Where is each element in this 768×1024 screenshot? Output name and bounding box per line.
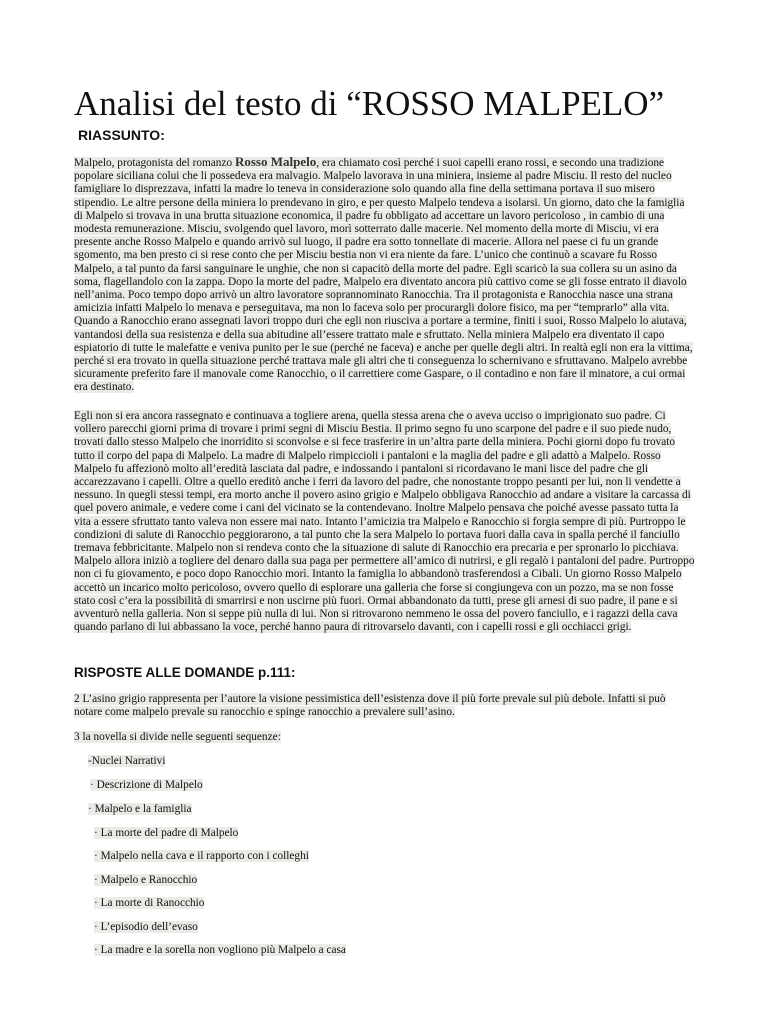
risposte-heading: RISPOSTE ALLE DOMANDE p.111: [74,665,296,680]
document-title: Analisi del testo di “ROSSO MALPELO” [74,84,665,123]
sequence-item: · La madre e la sorella non vogliono più Malpelo a casa [94,944,346,956]
paragraph-text: 3 la novella si divide nelle seguenti sequenze: [74,731,281,743]
paragraph-text: Malpelo, protagonista del romanzo [74,157,235,169]
protagonist-name: Rosso Malpelo [234,154,317,169]
paragraph-text: , era chiamato così perché i suoi capelli erano rossi, e secondo una tradizione popolare siciliana colui che li possedeva era malvagio. Malpelo lavorava in una miniera, insieme al padre Misciu. Il resto del nucleo famigliare lo disprezzava, infatti la madre lo teneva in considerazione solo quando alla fine della settimana portava il suo misero stipendio. Le altre persone della miniera lo prendevano in giro, e per questo Malpelo tendeva a isolarsi. Un giorno, dato che la famiglia di Malpelo si trovava in una brutta situazione economica, il padre fu obbligato ad accettare un lavoro pericoloso , in cambio di una modesta remunerazione. Misciu, svolgendo quel lavoro, morì sotterrato dalle macerie. Nel momento della morte di Misciu, vi era presente anche Rosso Malpelo e quando arrivò sul luogo, il padre era sotto tonnellate di macerie. Allora nel paese ci fu un grande sgomento, ma ben presto ci si rese conto che per Misciu bestia non vi era niente da fare. L’unico che continuò a scavare fu Rosso Malpelo, a tal punto da farsi sanguinare le unghie, che non si capacitò della morte del padre. Egli scaricò la sua collera su un asino da soma, flagellandolo con la zappa. Dopo la morte del padre, Malpelo era diventato ancora più cattivo come se gli fosse entrato il diavolo nell’anima. Poco tempo dopo arrivò un altro lavoratore soprannominato Ranocchia. Tra il protagonista e Ranocchia nasce una strana amicizia infatti Malpelo lo menava e perseguitava, ma non lo faceva solo per procurargli dolore fisico, ma per “temprarlo” alla vita. Quando a Ranocchio erano assegnati lavori troppo duri che egli non riusciva a portare a termine, finiti i suoi, Rosso Malpelo lo aiutava, vantandosi della sua resistenza e della sua abitudine all’essere trattato male e sfruttato. Nella miniera Malpelo era diventato il capo espiatorio di tutte le malefatte e veniva punito per le sue (perché ne faceva) e anche per quelle degli altri. In realtà egli non era la vittima, perché si era trovato in quella situazione perché trattava male gli altri che ti conseguenza lo schernivano e sfruttavano. Malpelo avrebbe sicuramente preferito fare il manovale come Ranocchio, o il carrettiere come Gaspare, o il contadino e non fare il minatore, a cui ormai era destinato. [74,157,693,394]
sequence-item: · Malpelo e la famiglia [88,803,192,815]
paragraph-text: Egli non si era ancora rassegnato e continuava a togliere arena, quella stessa arena che o aveva ucciso o imprigionato suo padre. Ci vollero parecchi giorni prima di trovare i primi segni di Misciu Bestia. Il primo segno fu uno scarpone del padre e il suo piede nudo, trovati dallo stesso Malpelo che inorridito si sconvolse e si fece trasferire in un’altra parte della miniera. Pochi giorni dopo fu trovato tutto il corpo del papa di Malpelo. La madre di Malpelo rimpiccioli i pantaloni e la maglia del padre e gli adattò a Malpelo. Rosso Malpelo fu affezionò molto all’eredità lasciata dal padre, e indossando i pantaloni si ricordavano le mani lisce del padre che gli accarezzavano i capelli. Oltre a quello ereditò anche i ferri da lavoro del padre, che nonostante troppo pesanti per lui, non li vendette a nessuno. In quegli stessi tempi, era morto anche il povero asino grigio e Malpelo obbligava Ranocchio ad andare a visitare la carcassa di quel povero animale, e vedere come i cani del vicinato se la contendevano. Inoltre Malpelo pensava che poiché avesse passato tutta la vita a essere sfruttato tanto valeva non essere mai nato. Intanto l’amicizia tra Malpelo e Ranocchio si forgia sempre di più. Purtroppo le condizioni di salute di Ranocchio peggiorarono, a tal punto che la sera Malpelo lo portava fuori dalla cava in spalla perché il fanciullo tremava febbricitante. Malpelo non si rendeva conto che la situazione di salute di Ranocchio era precaria e per spronarlo lo picchiava. Malpelo allora iniziò a togliere del denaro dalla sua paga per permettere all’amico di nutrirsi, e gli regalò i pantaloni del padre. Purtroppo non ci fu giovamento, e poco dopo Ranocchio morì. Intanto la famiglia lo abbandonò trasferendosi a Cibali. Un giorno Rosso Malpelo accettò un incarico molto pericoloso, ovvero quello di esplorare una galleria che forse si congiungeva con un pozzo, ma se non fosse stato così c’era la possibilità di smarrirsi e non uscirne più fuori. Ormai abbandonato da tutti, prese gli arnesi di suo padre, il pane e si avventurò nella galleria. Non si seppe più nulla di lui. Non si ritrovarono nemmeno le ossa del povero fanciullo, e i ragazzi della cava quando parlano di lui abbassano la voce, perché hanno paura di ritrovarselo davanti, con i capelli rossi e gli occhiacci grigi. [74,410,695,634]
summary-paragraph-1 [74,155,696,395]
riassunto-heading: RIASSUNTO: [78,127,165,143]
answer-3-intro [74,731,696,744]
answer-2-paragraph [74,693,696,719]
sequence-item: · La morte di Ranocchio [94,897,205,909]
sequence-item: · La morte del padre di Malpelo [94,827,239,839]
sequence-item: · Malpelo nella cava e il rapporto con i colleghi [94,850,309,862]
sequence-item: · L’episodio dell’evaso [94,921,198,933]
summary-paragraph-2 [74,410,696,634]
sequence-item: -Nuclei Narrativi [88,755,166,767]
paragraph-text: 2 L’asino grigio rappresenta per l’autore la visione pessimistica dell’esistenza dove il più forte prevale sul più debole. Infatti si può notare come malpelo prevale su ranocchio e spinge ranocchio a prevalere sull’asino. [74,693,666,719]
sequence-item: · Descrizione di Malpelo [90,779,203,791]
sequence-item: · Malpelo e Ranocchio [94,874,198,886]
